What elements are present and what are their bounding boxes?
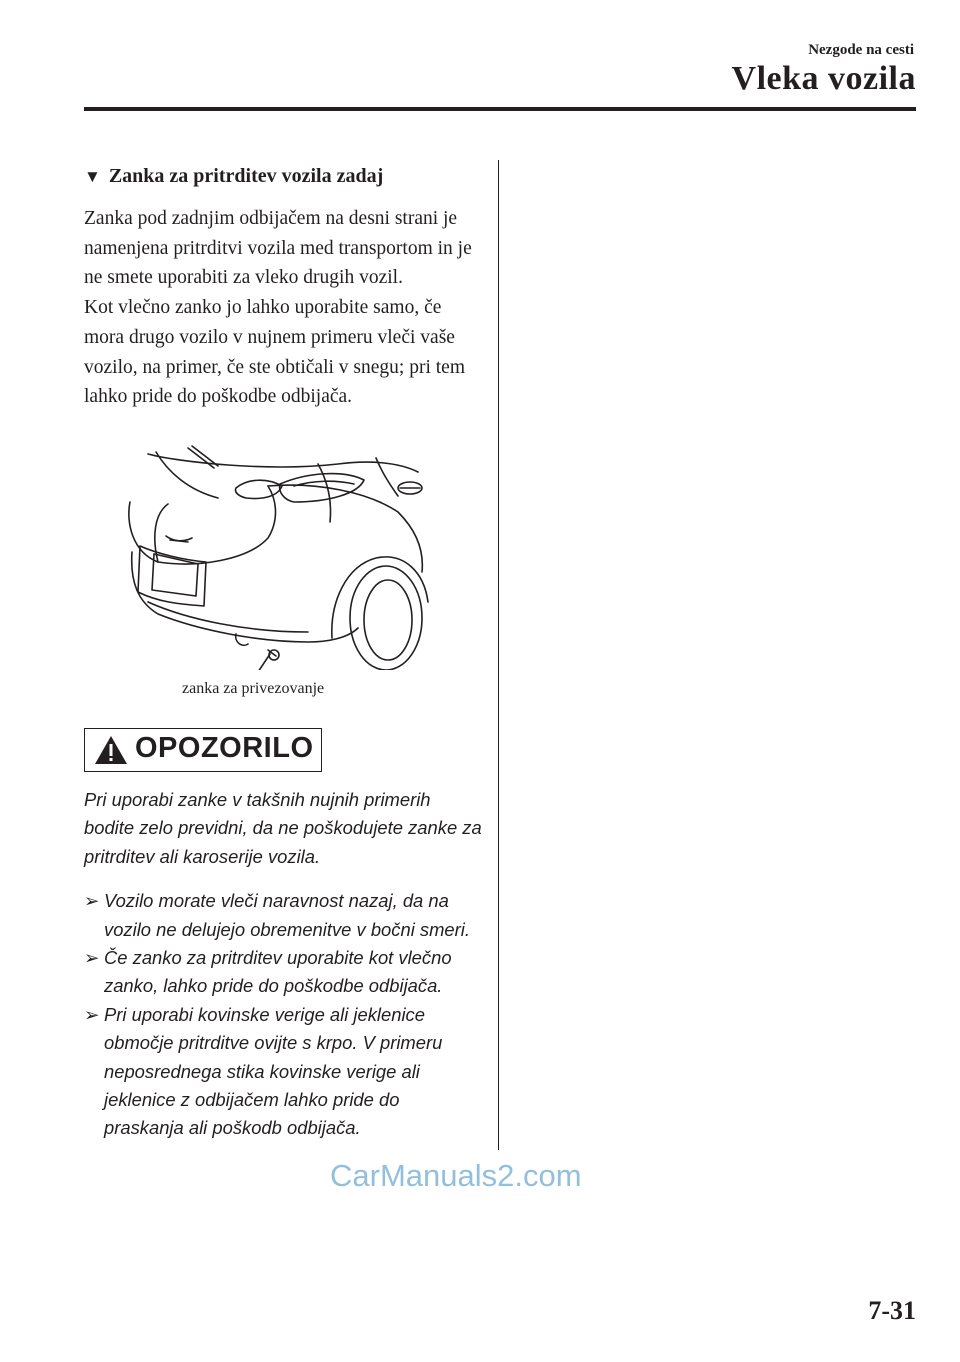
subsection-heading	[84, 165, 383, 188]
bullet-text: Vozilo morate vleči naravnost nazaj, da na vozilo ne delujejo obremenitve v bočni smeri.	[104, 890, 470, 940]
warning-triangle-icon	[94, 735, 128, 765]
body-text	[84, 204, 484, 412]
warning-title: OPOZORILO	[135, 732, 314, 764]
triangle-marker-icon: ▼	[84, 167, 101, 186]
list-item	[84, 944, 484, 1001]
warning-bullets	[84, 887, 484, 1143]
watermark: CarManuals2.com	[330, 1158, 582, 1193]
rear-car-illustration	[118, 442, 438, 670]
warning-intro: Pri uporabi zanke v takšnih nujnih primerih bodite zelo previdni, da ne poškodujete zanke za pritrditev ali karoserije vozila.	[84, 789, 482, 867]
column-divider	[498, 160, 499, 1150]
subsection-title: Zanka za pritrditev vozila zadaj	[108, 165, 384, 187]
list-item	[84, 887, 484, 944]
paragraph: Zanka pod zadnjim odbijačem na desni strani je namenjena pritrditvi vozila med transportom in je ne smete uporabiti za vleko drugih vozil.	[84, 208, 472, 289]
arrow-bullet-icon: ➢	[84, 1003, 100, 1025]
arrow-bullet-icon: ➢	[84, 890, 100, 912]
warning-text	[84, 786, 484, 1143]
warning-box	[84, 728, 322, 772]
section-title: Vleka vozila	[731, 60, 916, 97]
bullet-text: Če zanko za pritrditev uporabite kot vlečno zanko, lahko pride do poškodbe odbijača.	[104, 947, 452, 997]
list-item	[84, 1001, 484, 1143]
paragraph: Kot vlečno zanko jo lahko uporabite samo, če mora drugo vozilo v nujnem primeru vleči vaše vozilo, na primer, če ste obtičali v snegu; pri tem lahko pride do poškodbe odbijača.	[84, 297, 465, 408]
header-rule	[84, 107, 916, 111]
chapter-title: Nezgode na cesti	[808, 42, 914, 58]
bullet-text: Pri uporabi kovinske verige ali jeklenice območje pritrditve ovijte s krpo. V primeru neposrednega stika kovinske verige ali jeklenice z odbijačem lahko pride do praskanja ali poškodb odbijača.	[104, 1003, 443, 1139]
figure-label: zanka za privezovanje	[182, 680, 325, 697]
arrow-bullet-icon: ➢	[84, 947, 100, 969]
page-number: 7-31	[868, 1296, 916, 1325]
